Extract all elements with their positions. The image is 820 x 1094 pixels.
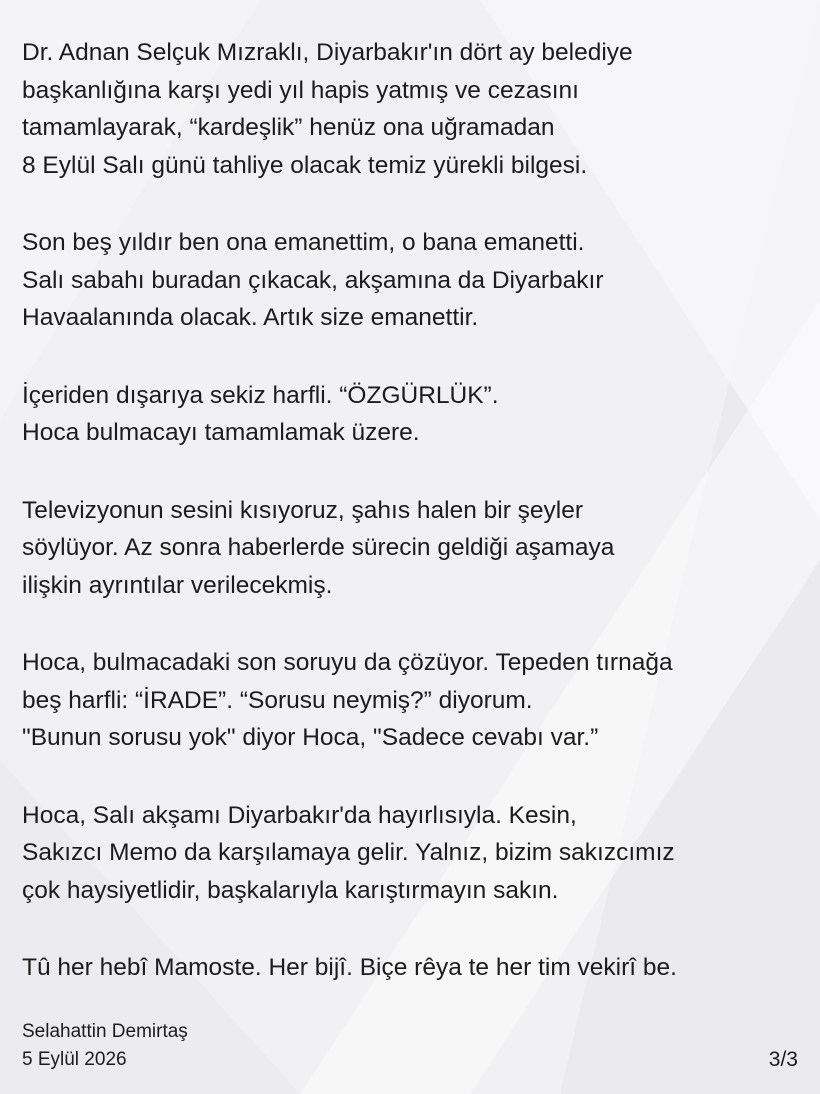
text-line: Salı sabahı buradan çıkacak, akşamına da Diyarbakır: [22, 266, 604, 294]
page-number: 3/3: [768, 1048, 798, 1071]
text-line: söylüyor. Az sonra haberlerde sürecin geldiği aşamaya: [22, 534, 615, 561]
text-line: Dr. Adnan Selçuk Mızraklı, Diyarbakır'ın dört ay belediye: [22, 39, 633, 66]
paragraph: [22, 492, 807, 605]
text-line: Havaalanında olacak. Artık size emanettir.: [22, 304, 479, 331]
text-line: Hoca, Salı akşamı Diyarbakır'da hayırlısıyla. Kesin,: [22, 801, 577, 829]
text-line: çok haysiyetlidir, başkalarıyla karıştırmayın sakın.: [22, 876, 559, 904]
paragraph: [22, 377, 807, 452]
paragraph: [22, 797, 807, 910]
text-line: Televizyonun sesini kısıyoruz, şahıs halen bir şeyler: [22, 496, 584, 524]
paragraph: [22, 949, 807, 987]
text-line: beş harfli: “İRADE”. “Sorusu neymiş?” diyorum.: [22, 686, 533, 714]
text-line: Son beş yıldır ben ona emanettim, o bana emanetti.: [22, 229, 585, 256]
text-line: tamamlayarak, “kardeşlik” henüz ona uğramadan: [22, 114, 555, 141]
text-line: Tû her hebî Mamoste. Her bijî. Biçe rêya te her tim vekirî be.: [22, 954, 677, 981]
text-line: Hoca bulmacayı tamamlamak üzere.: [22, 419, 420, 446]
signature-name: Selahattin Demirtaş: [22, 1021, 188, 1042]
signature-date: 5 Eylül 2026: [22, 1049, 127, 1070]
text-line: başkanlığına karşı yedi yıl hapis yatmış ve cezasını: [22, 76, 579, 104]
paragraph: [22, 34, 807, 184]
text-line: 8 Eylül Salı günü tahliye olacak temiz yürekli bilgesi.: [22, 151, 588, 179]
paragraph: [22, 224, 807, 337]
text-line: Hoca, bulmacadaki son soruyu da çözüyor. Tepeden tırnağa: [22, 649, 673, 676]
text-line: İçeriden dışarıya sekiz harfli. “ÖZGÜRLÜK”.: [22, 381, 499, 409]
text-line: Sakızcı Memo da karşılamaya gelir. Yalnız, bizim sakızcımız: [22, 839, 675, 866]
text-line: "Bunun sorusu yok" diyor Hoca, "Sadece cevabı var.”: [22, 724, 599, 751]
signature-block: [22, 1018, 188, 1074]
letter-body: [22, 34, 807, 1027]
paragraph: [22, 644, 807, 757]
text-line: ilişkin ayrıntılar verilecekmiş.: [22, 571, 333, 599]
